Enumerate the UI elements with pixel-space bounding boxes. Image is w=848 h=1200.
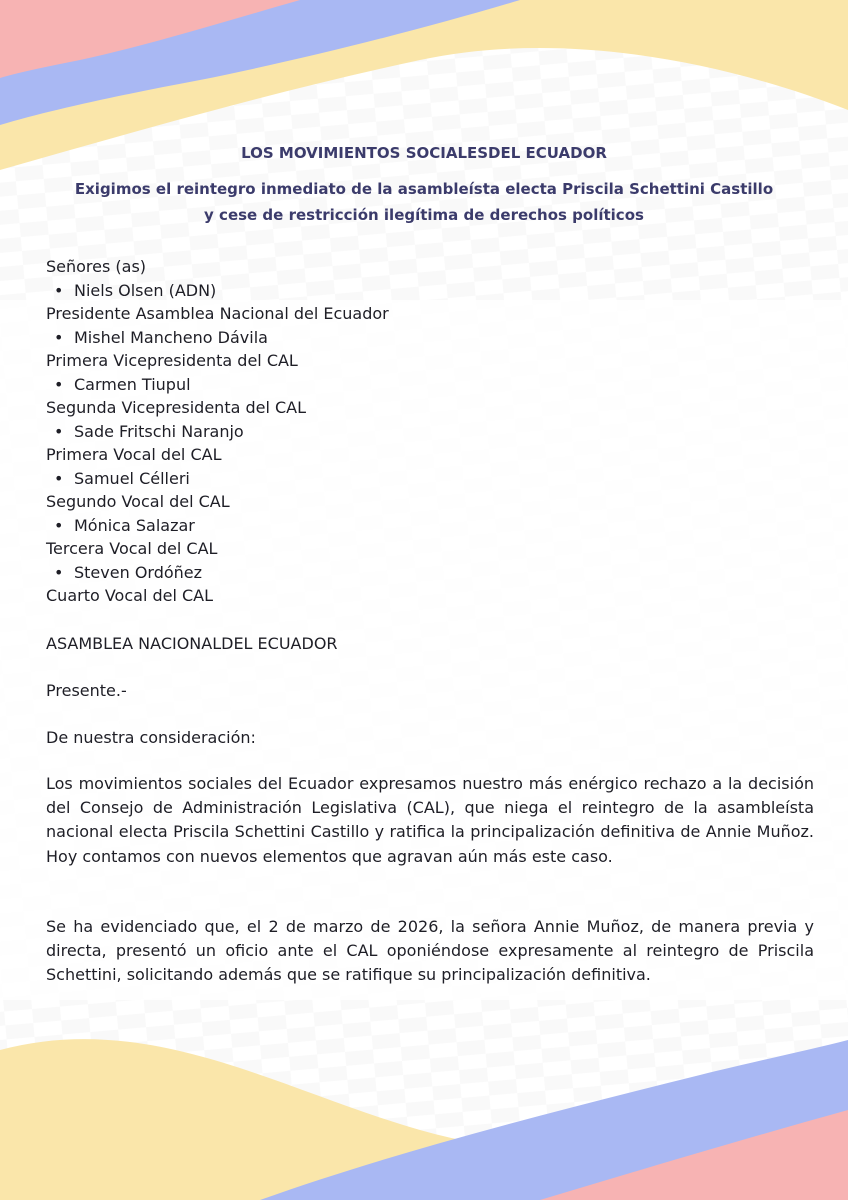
list-item bbox=[46, 467, 746, 491]
paragraph-2: Se ha evidenciado que, el 2 de marzo de 2026, la señora Annie Muñoz, de manera previa y directa, presentó un oficio ante el CAL oponiéndose expresamente al reintegro de Priscila Schettini, solicitando además que se ratifique su principalización definitiva. bbox=[46, 917, 814, 985]
greeting-line: De nuestra consideración: bbox=[46, 728, 256, 747]
bullet-icon: • bbox=[54, 280, 64, 300]
recipient-name: Sade Fritschi Naranjo bbox=[74, 421, 244, 441]
bullet-icon: • bbox=[54, 374, 64, 394]
recipient-role: Cuarto Vocal del CAL bbox=[46, 586, 214, 605]
list-item bbox=[46, 326, 746, 350]
recipient-role: Primera Vocal del CAL bbox=[46, 445, 222, 464]
paragraph-1: Los movimientos sociales del Ecuador expresamos nuestro más enérgico rechazo a la decisión del Consejo de Administración Legislativa (CAL), que niega el reintegro de la asambleísta nacional electa Priscila Schettini Castillo y ratifica la principalización definitiva de Annie Muñoz. Hoy contamos con nuevos elementos que agravan aún más este caso. bbox=[46, 774, 814, 866]
list-item bbox=[46, 514, 746, 538]
recipient-name: Samuel Célleri bbox=[74, 468, 190, 488]
recipient-role: Primera Vicepresidenta del CAL bbox=[46, 351, 298, 370]
document-title: LOS MOVIMIENTOS SOCIALESDEL ECUADOR bbox=[241, 144, 607, 162]
recipient-role: Presidente Asamblea Nacional del Ecuador bbox=[46, 304, 389, 323]
salutation: Señores (as) bbox=[46, 257, 147, 276]
presente-line: Presente.- bbox=[46, 681, 127, 700]
document-subtitle bbox=[40, 176, 808, 228]
bullet-icon: • bbox=[54, 515, 64, 535]
bullet-icon: • bbox=[54, 562, 64, 582]
list-item bbox=[46, 373, 746, 397]
recipient-name: Steven Ordóñez bbox=[74, 562, 203, 582]
bullet-icon: • bbox=[54, 327, 64, 347]
recipient-name: Carmen Tiupul bbox=[74, 374, 191, 394]
list-item bbox=[46, 420, 746, 444]
list-item bbox=[46, 561, 746, 585]
institution-line: ASAMBLEA NACIONALDEL ECUADOR bbox=[46, 634, 338, 653]
list-item bbox=[46, 279, 746, 303]
bullet-icon: • bbox=[54, 421, 64, 441]
recipient-name: Mishel Mancheno Dávila bbox=[74, 327, 268, 347]
subtitle-line-1: Exigimos el reintegro inmediato de la asambleísta electa Priscila Schettini Castillo bbox=[74, 180, 774, 198]
recipient-role: Segundo Vocal del CAL bbox=[46, 492, 230, 511]
recipient-role: Segunda Vicepresidenta del CAL bbox=[46, 398, 307, 417]
recipient-name: Niels Olsen (ADN) bbox=[74, 280, 217, 300]
recipient-name: Mónica Salazar bbox=[74, 515, 195, 535]
subtitle-line-2: y cese de restricción ilegítima de derechos políticos bbox=[204, 206, 644, 224]
recipient-role: Tercera Vocal del CAL bbox=[46, 539, 218, 558]
bullet-icon: • bbox=[54, 468, 64, 488]
recipients-list bbox=[46, 255, 746, 608]
